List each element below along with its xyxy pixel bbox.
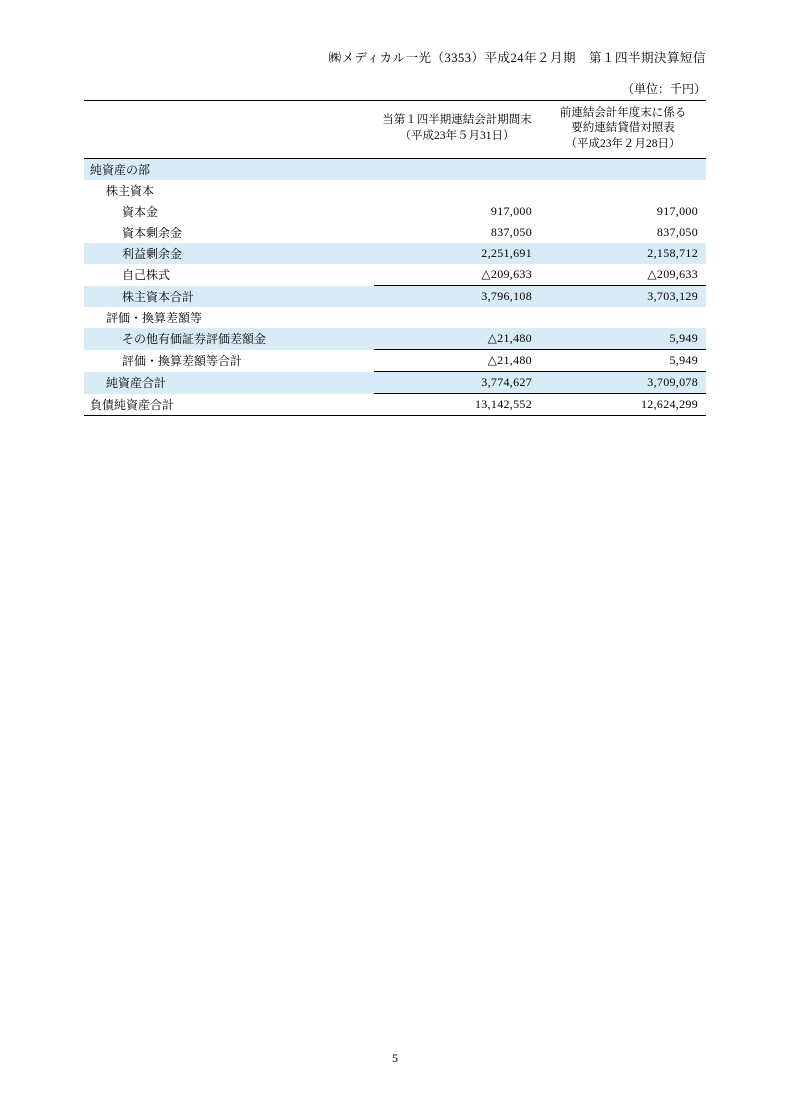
balance-sheet-table <box>84 100 706 416</box>
row-value-current <box>374 159 540 181</box>
row-value-previous: 3,703,129 <box>540 286 706 308</box>
row-value-current: △21,480 <box>374 328 540 350</box>
row-value-previous: 12,624,299 <box>540 394 706 416</box>
table-row <box>84 286 706 308</box>
row-label: 評価・換算差額等合計 <box>122 354 243 368</box>
row-value-current: 837,050 <box>490 225 532 239</box>
row-label: 資本金 <box>122 205 159 219</box>
column-header-current-line1: 当第１四半期連結会計期間末 <box>382 114 532 127</box>
table-row <box>84 159 706 181</box>
row-value-previous: 5,949 <box>540 350 706 372</box>
row-value-previous: △209,633 <box>647 267 698 281</box>
row-value-previous: 837,050 <box>656 225 698 239</box>
row-value-current <box>374 307 540 328</box>
column-header-current-line2: （平成23年５月31日） <box>399 130 515 142</box>
row-value-current: 917,000 <box>490 204 532 218</box>
row-label: 株主資本 <box>106 184 155 198</box>
row-label: 純資産合計 <box>84 372 374 394</box>
table-row <box>84 350 706 372</box>
table-row <box>84 394 706 416</box>
column-header-previous-line1: 前連結会計年度末に係る <box>559 106 687 119</box>
row-value-previous: 3,709,078 <box>540 372 706 394</box>
row-value-previous: 2,158,712 <box>540 243 706 264</box>
row-value-previous <box>540 307 706 328</box>
table-row <box>84 201 706 222</box>
table-row <box>84 307 706 328</box>
table-row <box>84 264 706 286</box>
row-value-current <box>374 180 540 201</box>
row-value-current: 2,251,691 <box>374 243 540 264</box>
table-row <box>84 243 706 264</box>
row-value-previous: 917,000 <box>656 204 698 218</box>
row-label: 負債純資産合計 <box>84 394 374 416</box>
row-label: 評価・換算差額等 <box>106 311 203 325</box>
row-value-current: △209,633 <box>481 267 532 281</box>
row-label: 純資産の部 <box>84 159 374 181</box>
document-header: ㈱メディカル一光（3353）平成24年２月期 第１四半期決算短信 <box>328 51 706 65</box>
row-value-previous: 5,949 <box>540 328 706 350</box>
table-row <box>84 180 706 201</box>
column-header-previous <box>540 101 706 159</box>
row-value-current: 3,774,627 <box>374 372 540 394</box>
column-header-previous-line3: （平成23年２月28日） <box>565 137 681 150</box>
row-label: 株主資本合計 <box>84 286 374 308</box>
row-value-current: △21,480 <box>374 350 540 372</box>
row-label: その他有価証券評価差額金 <box>84 328 374 350</box>
table-row <box>84 372 706 394</box>
page-number: 5 <box>392 1051 398 1065</box>
row-value-previous <box>540 180 706 201</box>
row-value-current: 3,796,108 <box>374 286 540 308</box>
row-label: 資本剰余金 <box>122 226 183 240</box>
table-row <box>84 328 706 350</box>
column-header-label <box>84 101 374 159</box>
column-header-current <box>374 101 540 159</box>
row-value-current: 13,142,552 <box>374 394 540 416</box>
row-label: 自己株式 <box>122 268 171 283</box>
row-value-previous <box>540 159 706 181</box>
row-label: 利益剰余金 <box>84 243 374 264</box>
table-row <box>84 222 706 243</box>
table-body <box>84 159 706 416</box>
column-header-previous-line2: 要約連結貸借対照表 <box>571 122 675 135</box>
unit-note: （単位：千円） <box>621 82 706 96</box>
table-header <box>84 101 706 159</box>
